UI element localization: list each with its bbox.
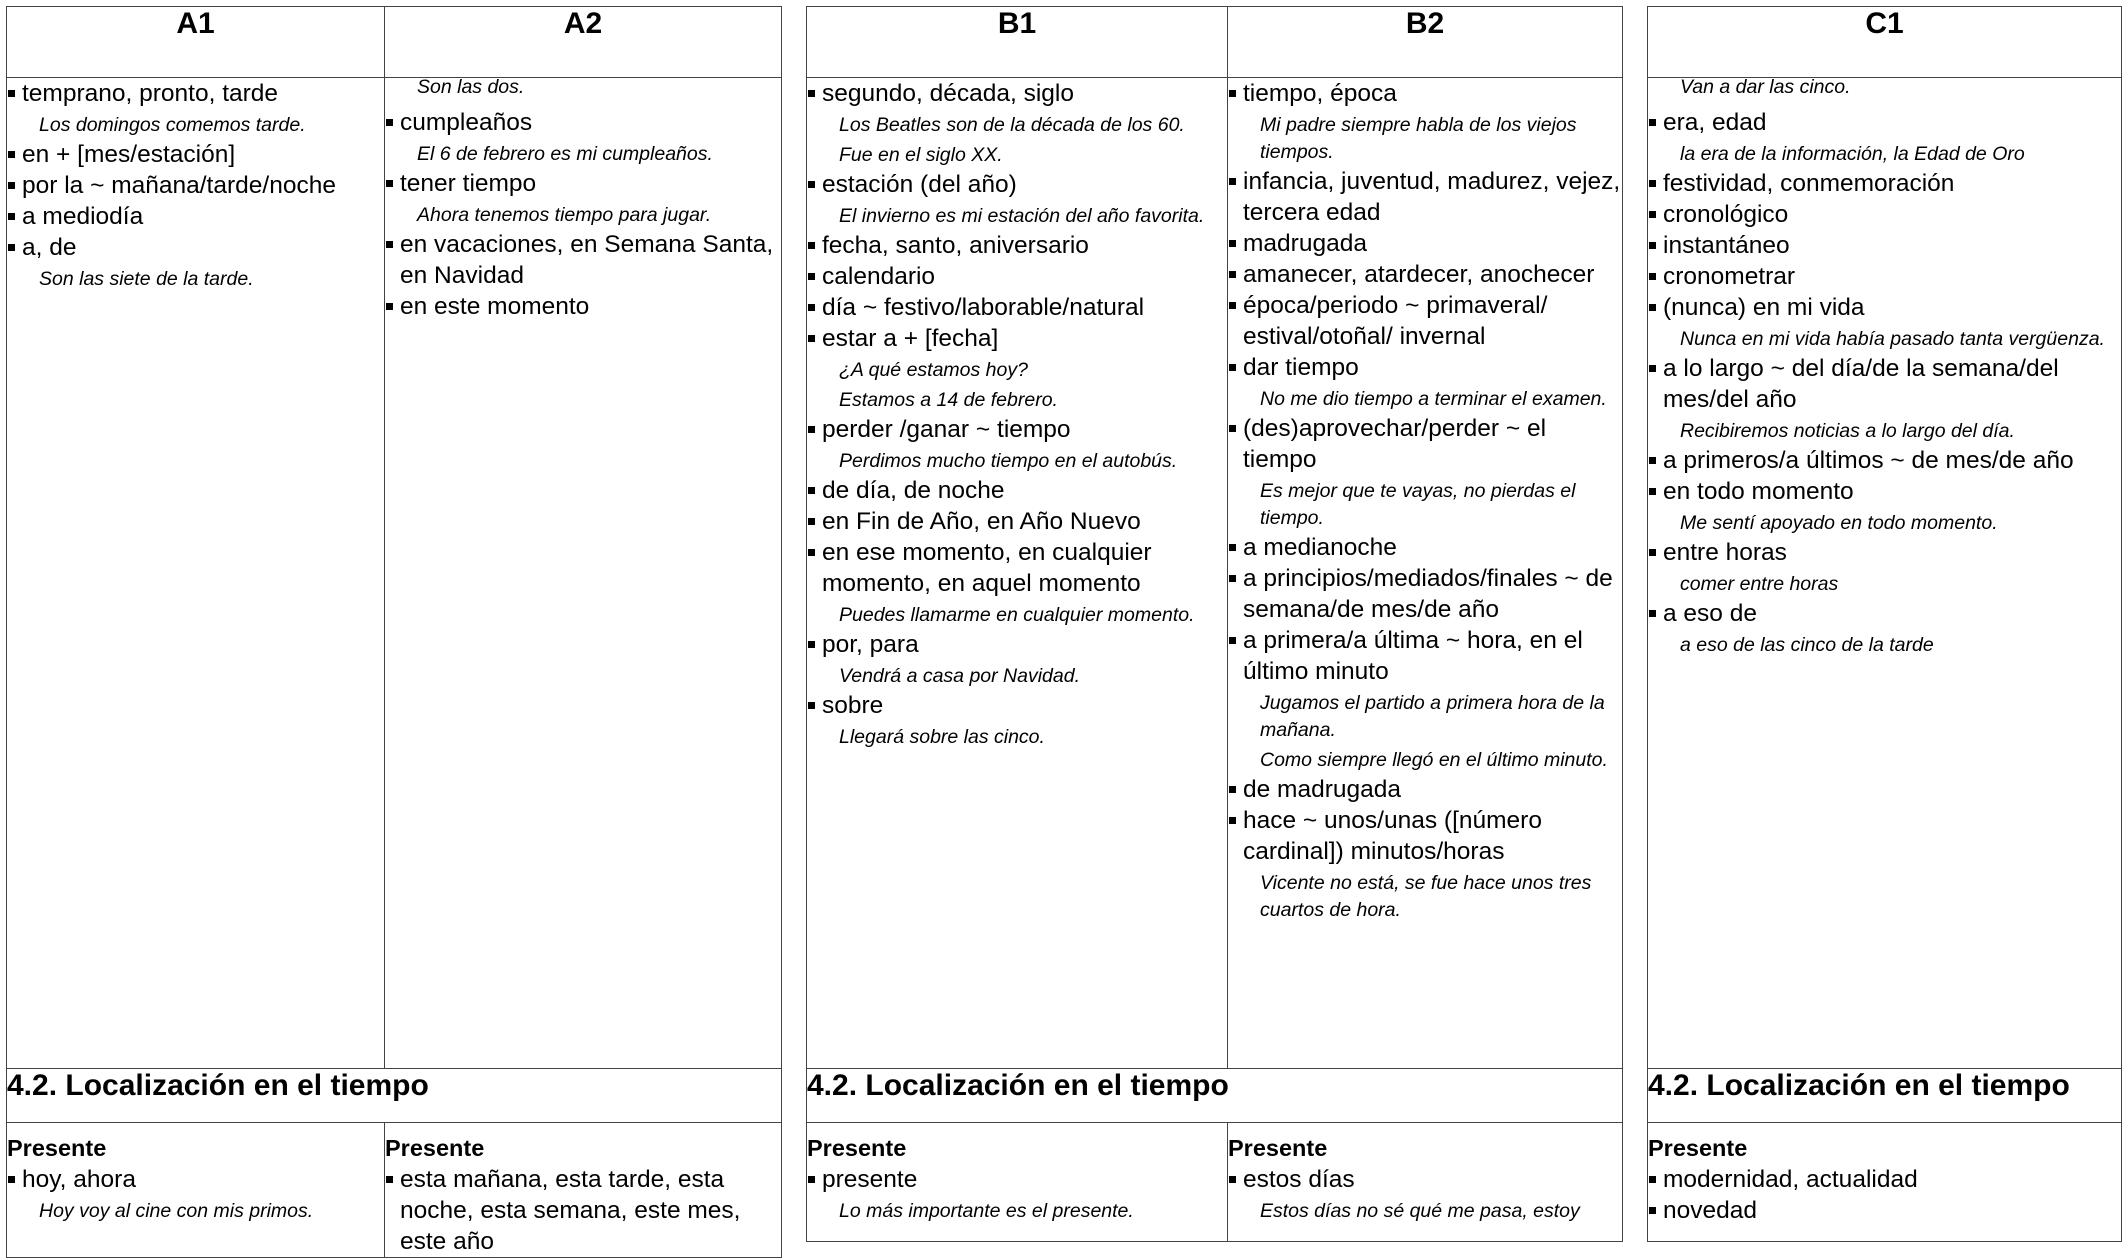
- list-item: [1648, 1195, 2121, 1226]
- example-text: Perdimos mucho tiempo en el autobús.: [839, 450, 1178, 472]
- item-text: por, para: [822, 631, 919, 658]
- bullet-icon: [1228, 166, 1243, 197]
- example-text: Puedes llamarme en cualquier momento.: [839, 604, 1195, 626]
- bullet-icon: [1648, 1164, 1663, 1195]
- list-item: [807, 323, 1227, 414]
- bullet-icon: [7, 1164, 22, 1195]
- list-item: [1228, 166, 1622, 228]
- list-item: [7, 232, 384, 293]
- header-a2: A2: [385, 7, 782, 78]
- list-item: [807, 475, 1227, 506]
- list-item: [1228, 1164, 1622, 1225]
- list-item: [1648, 476, 2121, 537]
- list-item: [807, 414, 1227, 475]
- list-item: [1228, 413, 1622, 532]
- bullet-icon: [1648, 292, 1663, 323]
- list-item: [1648, 230, 2121, 261]
- item-text: por la ~ mañana/tarde/noche: [22, 172, 336, 199]
- item-text: en Fin de Año, en Año Nuevo: [822, 508, 1141, 535]
- item-text: modernidad, actualidad: [1663, 1166, 1918, 1193]
- bullet-icon: [1228, 805, 1243, 836]
- column-a2: [385, 78, 782, 1069]
- item-text: hoy, ahora: [22, 1166, 136, 1193]
- list-item: [807, 261, 1227, 292]
- item-text: en vacaciones, en Semana Santa, en Navidad: [400, 231, 774, 289]
- header-c1: C1: [1648, 7, 2122, 78]
- example-text: Me sentí apoyado en todo momento.: [1680, 512, 1998, 534]
- item-text: de día, de noche: [822, 477, 1005, 504]
- list-item: [1648, 292, 2121, 353]
- item-text: a lo largo ~ del día/de la semana/del mes/del año: [1663, 355, 2059, 413]
- list-item: [1228, 228, 1622, 259]
- bullet-icon: [1648, 199, 1663, 230]
- bullet-icon: [1648, 476, 1663, 507]
- bullet-icon: [807, 230, 822, 261]
- c1-lead-example: Van a dar las cinco.: [1680, 76, 1851, 98]
- item-text: hace ~ unos/unas ([número cardinal]) minutos/horas: [1243, 807, 1542, 865]
- a2-lead-example: Son las dos.: [417, 76, 525, 98]
- bottom-b2: [1228, 1123, 1623, 1242]
- list-item: [1228, 290, 1622, 352]
- item-text: de madrugada: [1243, 776, 1402, 803]
- item-text: dar tiempo: [1243, 354, 1359, 381]
- item-text: a primeros/a últimos ~ de mes/de año: [1663, 447, 2074, 474]
- item-text: segundo, década, siglo: [822, 80, 1074, 107]
- bullet-icon: [807, 506, 822, 537]
- list-item: [1648, 353, 2121, 445]
- bullet-icon: [1228, 413, 1243, 444]
- item-text: calendario: [822, 263, 936, 290]
- bullet-icon: [385, 291, 400, 322]
- item-text: perder /ganar ~ tiempo: [822, 416, 1071, 443]
- bullet-icon: [7, 170, 22, 201]
- item-text: a primera/a última ~ hora, en el último minuto: [1243, 627, 1583, 685]
- list-item: [1228, 805, 1622, 924]
- column-b1: [807, 78, 1228, 1069]
- list-item: [7, 78, 384, 139]
- header-a1: A1: [7, 7, 385, 78]
- example-text: Mi padre siempre habla de los viejos tiempos.: [1260, 114, 1577, 163]
- list-item: [1648, 537, 2121, 598]
- bullet-icon: [807, 537, 822, 568]
- bullet-icon: [1228, 290, 1243, 321]
- item-text: presente: [822, 1166, 918, 1193]
- item-text: época/periodo ~ primaveral/ estival/otoñal/ invernal: [1243, 292, 1548, 350]
- bullet-icon: [807, 169, 822, 200]
- item-text: a principios/mediados/finales ~ de semana/de mes/de año: [1243, 565, 1613, 623]
- list-item: [807, 230, 1227, 261]
- bottom-b1: [807, 1123, 1228, 1242]
- section-title: 4.2. Localización en el tiempo: [7, 1069, 782, 1123]
- example-text: Es mejor que te vayas, no pierdas el tiempo.: [1260, 480, 1576, 529]
- bullet-icon: [7, 78, 22, 109]
- item-text: estos días: [1243, 1166, 1355, 1193]
- column-b2: [1228, 78, 1623, 1069]
- list-item: [807, 1164, 1227, 1225]
- subheading-presente: Presente: [7, 1135, 107, 1161]
- list-item: [1228, 532, 1622, 563]
- bullet-icon: [1228, 259, 1243, 290]
- subheading-presente: Presente: [1648, 1135, 1748, 1161]
- item-text: en este momento: [400, 293, 590, 320]
- bullet-icon: [385, 229, 400, 260]
- levels-table-b: [806, 6, 1623, 1242]
- item-text: cronometrar: [1663, 263, 1796, 290]
- example-text: Lo más importante es el presente.: [839, 1200, 1134, 1222]
- bullet-icon: [1228, 563, 1243, 594]
- list-item: [807, 169, 1227, 230]
- item-text: en todo momento: [1663, 478, 1854, 505]
- list-item: [1648, 168, 2121, 199]
- subheading-presente: Presente: [807, 1135, 907, 1161]
- item-text: (nunca) en mi vida: [1663, 294, 1865, 321]
- bullet-icon: [1648, 261, 1663, 292]
- bullet-icon: [7, 232, 22, 263]
- list-item: [385, 107, 781, 168]
- example-text: Jugamos el partido a primera hora de la mañana.: [1260, 692, 1605, 741]
- bullet-icon: [807, 475, 822, 506]
- item-text: festividad, conmemoración: [1663, 170, 1955, 197]
- bullet-icon: [1648, 537, 1663, 568]
- bullet-icon: [1228, 625, 1243, 656]
- item-text: era, edad: [1663, 109, 1767, 136]
- section-title: 4.2. Localización en el tiempo: [1648, 1069, 2122, 1123]
- list-item: [807, 690, 1227, 751]
- bullet-icon: [7, 139, 22, 170]
- example-text: Son las siete de la tarde.: [39, 268, 254, 290]
- item-text: en + [mes/estación]: [22, 141, 236, 168]
- bullet-icon: [7, 201, 22, 232]
- column-c1: [1648, 78, 2122, 1069]
- item-text: (des)aprovechar/perder ~ el tiempo: [1243, 415, 1547, 473]
- list-item: [7, 170, 384, 201]
- example-text: ¿A qué estamos hoy?: [839, 359, 1028, 381]
- subheading-presente: Presente: [1228, 1135, 1328, 1161]
- item-text: tiempo, época: [1243, 80, 1397, 107]
- list-item: [1648, 261, 2121, 292]
- bullet-icon: [1648, 353, 1663, 384]
- bullet-icon: [385, 107, 400, 138]
- item-text: tener tiempo: [400, 170, 537, 197]
- item-text: cumpleaños: [400, 109, 533, 136]
- bottom-a2: [385, 1123, 782, 1258]
- item-text: novedad: [1663, 1197, 1758, 1224]
- item-text: a mediodía: [22, 203, 144, 230]
- bullet-icon: [1648, 445, 1663, 476]
- example-text: comer entre horas: [1680, 573, 1839, 595]
- bullet-icon: [1228, 774, 1243, 805]
- item-text: temprano, pronto, tarde: [22, 80, 279, 107]
- bullet-icon: [1228, 352, 1243, 383]
- item-text: entre horas: [1663, 539, 1787, 566]
- item-text: día ~ festivo/laborable/natural: [822, 294, 1145, 321]
- bullet-icon: [807, 414, 822, 445]
- example-text: Hoy voy al cine con mis primos.: [39, 1200, 314, 1222]
- list-item: [385, 229, 781, 291]
- bullet-icon: [807, 78, 822, 109]
- example-text: a eso de las cinco de la tarde: [1680, 634, 1934, 656]
- subheading-presente: Presente: [385, 1135, 485, 1161]
- item-text: a eso de: [1663, 600, 1757, 627]
- header-b2: B2: [1228, 7, 1623, 78]
- item-text: estación (del año): [822, 171, 1017, 198]
- item-text: estar a + [fecha]: [822, 325, 999, 352]
- example-text: Los domingos comemos tarde.: [39, 114, 306, 136]
- bullet-icon: [807, 261, 822, 292]
- levels-table-a: [6, 6, 782, 1258]
- item-text: esta mañana, esta tarde, esta noche, esta semana, este mes, este año: [400, 1166, 741, 1255]
- list-item: [1228, 78, 1622, 166]
- list-item: [1228, 625, 1622, 774]
- levels-table-c: [1647, 6, 2122, 1242]
- list-item: [1648, 1164, 2121, 1195]
- item-text: a medianoche: [1243, 534, 1397, 561]
- bottom-c1: [1648, 1123, 2122, 1242]
- section-title: 4.2. Localización en el tiempo: [807, 1069, 1623, 1123]
- example-text: Como siempre llegó en el último minuto.: [1260, 749, 1608, 771]
- list-item: [7, 1164, 384, 1225]
- example-text: El invierno es mi estación del año favorita.: [839, 205, 1205, 227]
- bullet-icon: [1648, 1195, 1663, 1226]
- bullet-icon: [807, 690, 822, 721]
- bullet-icon: [807, 323, 822, 354]
- list-item: [807, 78, 1227, 169]
- bullet-icon: [385, 168, 400, 199]
- item-text: infancia, juventud, madurez, vejez, tercera edad: [1243, 168, 1621, 226]
- list-item: [7, 201, 384, 232]
- item-text: madrugada: [1243, 230, 1367, 257]
- list-item: [1648, 199, 2121, 230]
- example-text: Fue en el siglo XX.: [839, 144, 1003, 166]
- list-item: [385, 1164, 781, 1257]
- example-text: No me dio tiempo a terminar el examen.: [1260, 388, 1607, 410]
- list-item: [807, 506, 1227, 537]
- item-text: en ese momento, en cualquier momento, en aquel momento: [822, 539, 1152, 597]
- bullet-icon: [807, 629, 822, 660]
- item-text: amanecer, atardecer, anochecer: [1243, 261, 1595, 288]
- bullet-icon: [385, 1164, 400, 1195]
- list-item: [1648, 445, 2121, 476]
- item-text: fecha, santo, aniversario: [822, 232, 1089, 259]
- list-item: [1228, 774, 1622, 805]
- bullet-icon: [1228, 532, 1243, 563]
- bullet-icon: [807, 292, 822, 323]
- bottom-a1: [7, 1123, 385, 1258]
- header-b1: B1: [807, 7, 1228, 78]
- list-item: [1648, 107, 2121, 168]
- example-text: Nunca en mi vida había pasado tanta vergüenza.: [1680, 328, 2105, 350]
- item-text: cronológico: [1663, 201, 1789, 228]
- list-item: [1228, 259, 1622, 290]
- bullet-icon: [1648, 168, 1663, 199]
- example-text: Recibiremos noticias a lo largo del día.: [1680, 420, 2015, 442]
- list-item: [807, 537, 1227, 629]
- list-item: [1648, 598, 2121, 659]
- item-text: sobre: [822, 692, 884, 719]
- column-a1: [7, 78, 385, 1069]
- list-item: [7, 139, 384, 170]
- example-text: Llegará sobre las cinco.: [839, 726, 1045, 748]
- bullet-icon: [1648, 230, 1663, 261]
- example-text: la era de la información, la Edad de Oro: [1680, 143, 2025, 165]
- bullet-icon: [1648, 598, 1663, 629]
- list-item: [385, 291, 781, 322]
- list-item: [807, 629, 1227, 690]
- list-item: [1228, 352, 1622, 413]
- bullet-icon: [1228, 78, 1243, 109]
- example-text: Ahora tenemos tiempo para jugar.: [417, 204, 712, 226]
- example-text: Estos días no sé qué me pasa, estoy: [1260, 1200, 1580, 1222]
- list-item: [807, 292, 1227, 323]
- list-item: [1228, 563, 1622, 625]
- example-text: El 6 de febrero es mi cumpleaños.: [417, 143, 713, 165]
- item-text: a, de: [22, 234, 77, 261]
- example-text: Los Beatles son de la década de los 60.: [839, 114, 1185, 136]
- example-text: Estamos a 14 de febrero.: [839, 389, 1058, 411]
- item-text: instantáneo: [1663, 232, 1790, 259]
- example-text: Vendrá a casa por Navidad.: [839, 665, 1081, 687]
- bullet-icon: [1228, 228, 1243, 259]
- bullet-icon: [1228, 1164, 1243, 1195]
- example-text: Vicente no está, se fue hace unos tres cuartos de hora.: [1260, 872, 1592, 921]
- list-item: [385, 168, 781, 229]
- bullet-icon: [1648, 107, 1663, 138]
- bullet-icon: [807, 1164, 822, 1195]
